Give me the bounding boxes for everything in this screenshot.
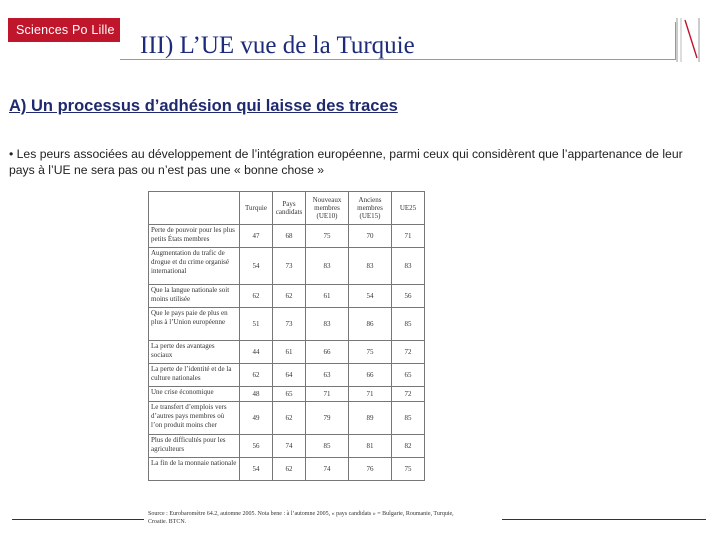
corner-decoration-icon <box>675 18 703 62</box>
cell-value: 83 <box>306 308 349 341</box>
table-row <box>149 435 425 458</box>
cell-value: 73 <box>273 308 306 341</box>
cell-value: 48 <box>240 387 273 402</box>
cell-value: 61 <box>273 341 306 364</box>
cell-value: 72 <box>392 341 425 364</box>
table-row <box>149 248 425 285</box>
logo-text: Sciences Po Lille <box>16 23 115 37</box>
column-header: Turquie <box>240 192 273 225</box>
column-header: Anciens membres (UE15) <box>349 192 392 225</box>
cell-value: 47 <box>240 225 273 248</box>
cell-value: 75 <box>349 341 392 364</box>
table-row <box>149 308 425 341</box>
slide-title: III) L’UE vue de la Turquie <box>140 32 415 59</box>
cell-value: 66 <box>349 364 392 387</box>
sciences-po-lille-logo <box>8 18 120 42</box>
cell-value: 74 <box>306 458 349 481</box>
table-row <box>149 402 425 435</box>
cell-value: 62 <box>273 402 306 435</box>
cell-value: 63 <box>306 364 349 387</box>
table-row <box>149 364 425 387</box>
cell-value: 75 <box>392 458 425 481</box>
cell-value: 64 <box>273 364 306 387</box>
cell-value: 83 <box>306 248 349 285</box>
cell-value: 71 <box>349 387 392 402</box>
cell-value: 49 <box>240 402 273 435</box>
cell-value: 81 <box>349 435 392 458</box>
cell-value: 62 <box>273 458 306 481</box>
cell-value: 68 <box>273 225 306 248</box>
survey-table-image <box>144 187 462 507</box>
row-label: La perte de l’identité et de la culture nationales <box>149 364 240 387</box>
row-label: Perte de pouvoir pour les plus petits États membres <box>149 225 240 248</box>
cell-value: 62 <box>240 285 273 308</box>
column-header: UE25 <box>392 192 425 225</box>
cell-value: 54 <box>349 285 392 308</box>
cell-value: 62 <box>240 364 273 387</box>
cell-value: 79 <box>306 402 349 435</box>
cell-value: 76 <box>349 458 392 481</box>
table-row <box>149 285 425 308</box>
cell-value: 72 <box>392 387 425 402</box>
column-header: Nouveaux membres (UE10) <box>306 192 349 225</box>
row-label: Plus de difficultés pour les agriculteurs <box>149 435 240 458</box>
cell-value: 89 <box>349 402 392 435</box>
row-label: Que le pays paie de plus en plus à l’Union européenne <box>149 308 240 341</box>
cell-value: 73 <box>273 248 306 285</box>
footer-rule-right <box>502 519 706 520</box>
cell-value: 61 <box>306 285 349 308</box>
cell-value: 83 <box>349 248 392 285</box>
row-label: Augmentation du trafic de drogue et du crime organisé international <box>149 248 240 285</box>
cell-value: 44 <box>240 341 273 364</box>
table-row <box>149 387 425 402</box>
row-label: Que la langue nationale soit moins utilisée <box>149 285 240 308</box>
row-label: La perte des avantages sociaux <box>149 341 240 364</box>
cell-value: 66 <box>306 341 349 364</box>
cell-value: 85 <box>392 402 425 435</box>
row-label: La fin de la monnaie nationale <box>149 458 240 481</box>
cell-value: 75 <box>306 225 349 248</box>
cell-value: 85 <box>392 308 425 341</box>
cell-value: 54 <box>240 248 273 285</box>
bullet-paragraph: • Les peurs associées au développement de l’intégration européenne, parmi ceux qui considèrent que l’appartenance de leur pays à l’UE ne sera pas ou n’est pas une « bonne chose » <box>9 147 683 177</box>
survey-table <box>148 191 425 481</box>
table-row <box>149 341 425 364</box>
row-label: Le transfert d’emplois vers d’autres pays membres où l’on produit moins cher <box>149 402 240 435</box>
table-row <box>149 458 425 481</box>
cell-value: 83 <box>392 248 425 285</box>
cell-value: 65 <box>392 364 425 387</box>
column-header: Pays candidats <box>273 192 306 225</box>
footer-rule-left <box>12 519 144 520</box>
cell-value: 71 <box>392 225 425 248</box>
cell-value: 51 <box>240 308 273 341</box>
cell-value: 85 <box>306 435 349 458</box>
cell-value: 74 <box>273 435 306 458</box>
section-heading: A) Un processus d’adhésion qui laisse des traces <box>9 97 398 115</box>
cell-value: 56 <box>240 435 273 458</box>
cell-value: 54 <box>240 458 273 481</box>
cell-value: 70 <box>349 225 392 248</box>
table-source-note: Source : Eurobaromètre 64.2, automne 2005. Nota bene : à l’automne 2005, « pays candidats » = Bulgarie, Roumanie, Turquie, Croatie. BTCN. <box>148 511 454 525</box>
cell-value: 62 <box>273 285 306 308</box>
cell-value: 56 <box>392 285 425 308</box>
cell-value: 82 <box>392 435 425 458</box>
cell-value: 86 <box>349 308 392 341</box>
table-header-row <box>149 192 425 225</box>
table-corner-cell <box>149 192 240 225</box>
row-label: Une crise économique <box>149 387 240 402</box>
cell-value: 71 <box>306 387 349 402</box>
cell-value: 65 <box>273 387 306 402</box>
title-frame <box>120 22 676 60</box>
table-row <box>149 225 425 248</box>
